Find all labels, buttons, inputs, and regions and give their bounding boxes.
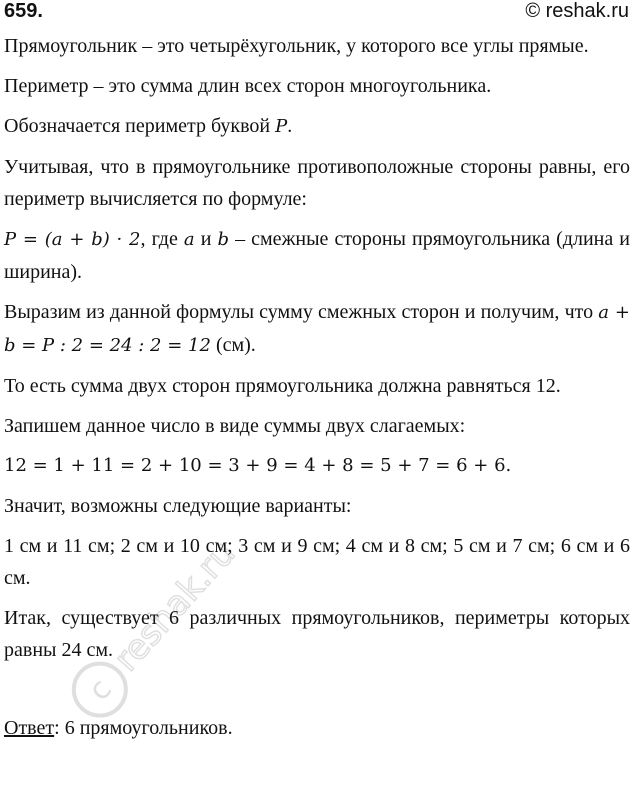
paragraph-variants-list: 1 см и 11 см; 2 см и 10 см; 3 см и 9 см; 4 см и 8 см; 5 см и 7 см; 6 см и 6 см. — [4, 535, 630, 589]
notation-end: . — [287, 115, 293, 137]
formula-description: – смежные стороны прямоугольника (длина и ширина). — [4, 228, 631, 283]
formula-where: , где — [140, 228, 184, 250]
paragraph-conclusion: Итак, существует 6 различных прямоугольников, периметры которых равны 24 см. — [4, 607, 630, 661]
svg-text:c: c — [81, 672, 119, 708]
sum-formula: a + b = P : 2 = 24 : 2 = 12 — [4, 302, 630, 356]
answer-line — [4, 712, 630, 744]
paragraph-decomposition-intro: Запишем данное число в виде суммы двух слагаемых: — [4, 415, 466, 437]
watermark-text: reshak.ru — [106, 533, 244, 680]
paragraph-formula-intro: Учитывая, что в прямоугольнике противоположные стороны равны, его периметр вычисляется по формуле: — [4, 156, 630, 210]
paragraph-variants-intro: Значит, возможны следующие варианты: — [4, 495, 352, 517]
solution-text — [4, 30, 630, 752]
exercise-number: 659. — [4, 0, 43, 22]
answer-label: Ответ — [4, 717, 55, 739]
sum-unit: (см). — [210, 334, 256, 356]
sum-intro: Выразим из данной формулы сумму смежных сторон и получим, что — [4, 301, 599, 323]
perimeter-formula: P = (a + b) · 2 — [4, 229, 141, 250]
formula-and: и — [194, 228, 218, 250]
variable-b: b — [217, 229, 230, 250]
answer-text: : 6 прямоугольников. — [54, 717, 233, 739]
paragraph-definition-perimeter: Периметр – это сумма длин всех сторон многоугольника. — [4, 75, 492, 97]
variable-a: a — [183, 229, 195, 250]
paragraph-sum-of-sides — [4, 296, 630, 362]
copyright-notice: © reshak.ru — [525, 0, 629, 22]
decomposition-formula: 12 = 1 + 11 = 2 + 10 = 3 + 9 = 4 + 8 = 5 + 7 = 6 + 6. — [4, 455, 512, 476]
header — [4, 0, 629, 26]
paragraph-sum-conclusion: То есть сумма двух сторон прямоугольника должна равняться 12. — [4, 375, 561, 397]
paragraph-perimeter-formula — [4, 223, 630, 288]
notation-text: Обозначается периметр буквой — [4, 115, 276, 137]
perimeter-variable: P — [275, 116, 288, 137]
paragraph-perimeter-notation — [4, 110, 630, 143]
paragraph-definition-rectangle: Прямоугольник – это четырёхугольник, у которого все углы прямые. — [4, 35, 589, 57]
